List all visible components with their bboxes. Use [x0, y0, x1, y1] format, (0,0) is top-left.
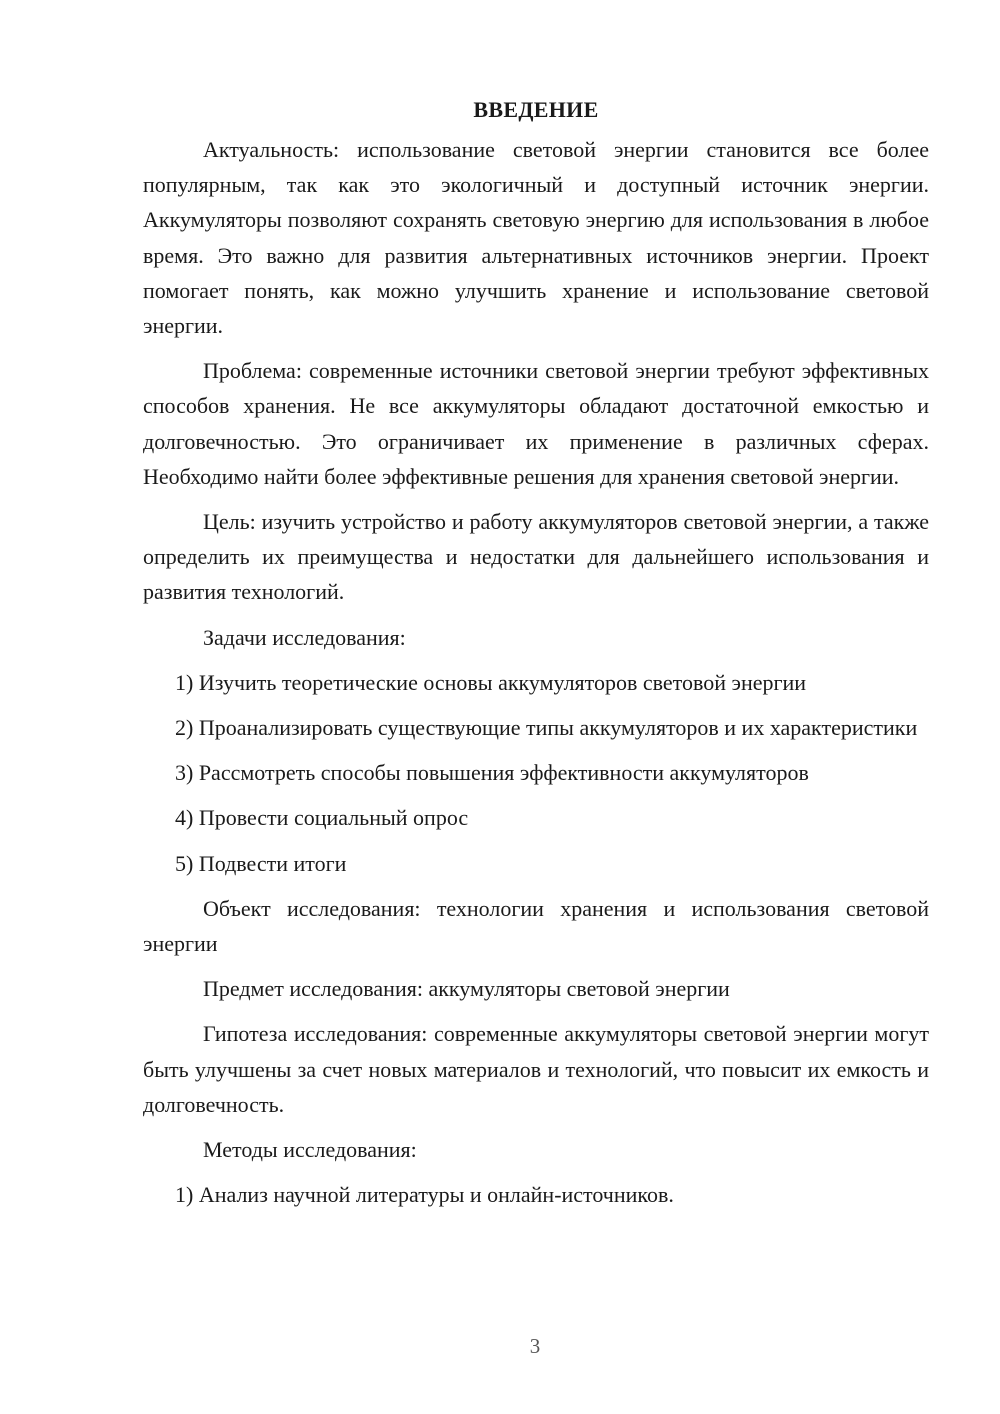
- paragraph-relevance: Актуальность: использование световой энергии становится все более популярным, так как это экологичный и доступный источник энергии. Аккумуляторы позволяют сохранять световую энергию для использования в любое время. Это важно для развития альтернативных источников энергии. Проект помогает понять, как можно улучшить хранение и использование световой энергии.: [143, 137, 929, 339]
- paragraph-goal: Цель: изучить устройство и работу аккумуляторов световой энергии, а также определить их преимущества и недостатки для дальнейшего использования и развития технологий.: [143, 509, 929, 605]
- task-item: 4) Провести социальный опрос: [175, 805, 469, 831]
- task-item: 3) Рассмотреть способы повышения эффективности аккумуляторов: [175, 760, 809, 786]
- page-content: [143, 92, 929, 1222]
- paragraph-hypothesis: Гипотеза исследования: современные аккумуляторы световой энергии могут быть улучшены за счет новых материалов и технологий, что повысит их емкость и долговечность.: [143, 1021, 929, 1117]
- task-item: 2) Проанализировать существующие типы аккумуляторов и их характеристики: [175, 715, 918, 741]
- tasks-heading: Задачи исследования:: [203, 624, 406, 650]
- method-item: 1) Анализ научной литературы и онлайн-источников.: [175, 1182, 674, 1208]
- task-item: 5) Подвести итоги: [175, 850, 347, 876]
- page-number: 3: [529, 1334, 541, 1358]
- paragraph-problem: Проблема: современные источники световой энергии требуют эффективных способов хранения. Не все аккумуляторы обладают достаточной емкостью и долговечностью. Это ограничивает их применение в различных сферах. Необходимо найти более эффективные решения для хранения световой энергии.: [143, 358, 929, 489]
- task-item: 1) Изучить теоретические основы аккумуляторов световой энергии: [175, 669, 807, 695]
- methods-heading: Методы исследования:: [203, 1137, 417, 1163]
- paragraph-subject: Предмет исследования: аккумуляторы световой энергии: [203, 976, 730, 1002]
- paragraph-object: Объект исследования: технологии хранения и использования световой энергии: [143, 895, 929, 957]
- section-title: ВВЕДЕНИЕ: [473, 97, 599, 122]
